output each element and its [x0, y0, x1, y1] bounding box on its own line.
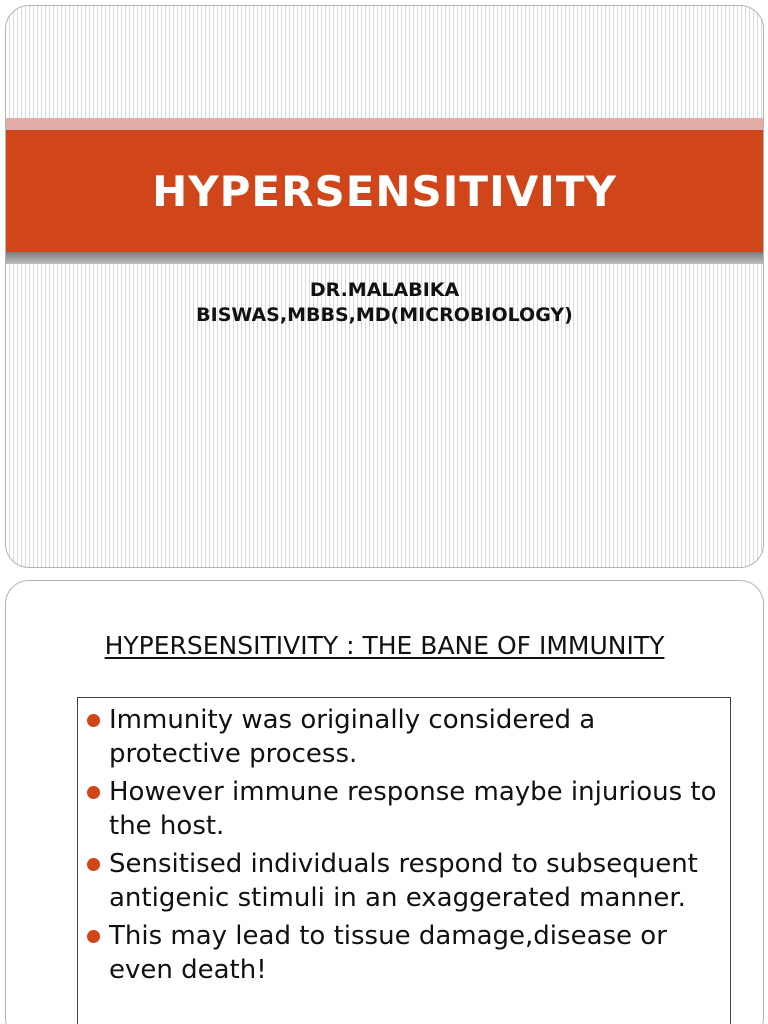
bullet-text: However immune response maybe injurious to the host. [109, 777, 717, 841]
slide-heading: HYPERSENSITIVITY : THE BANE OF IMMUNITY [104, 631, 665, 660]
title-band [6, 130, 763, 252]
author-name: DR.MALABIKA [309, 279, 460, 301]
bullet-text: This may lead to tissue damage,disease or even death! [109, 921, 667, 985]
title-band-top-stripe [6, 118, 763, 130]
bullet-list [78, 698, 730, 987]
bullet-item [109, 776, 724, 843]
bullet-dot-icon [87, 714, 100, 727]
content-slide [5, 580, 764, 1024]
bullet-dot-icon [87, 930, 100, 943]
author-credentials: BISWAS,MBBS,MD(MICROBIOLOGY) [196, 304, 573, 326]
slide-title: HYPERSENSITIVITY [152, 166, 617, 216]
bullet-text: Immunity was originally considered a protective process. [109, 705, 596, 769]
bullet-dot-icon [87, 786, 100, 799]
bullet-item [109, 920, 724, 987]
title-band-shadow [6, 252, 763, 264]
bullet-item [109, 704, 724, 771]
author-subtitle [6, 278, 763, 328]
bullet-dot-icon [87, 858, 100, 871]
bullet-item [109, 848, 724, 915]
bullet-text: Sensitised individuals respond to subsequent antigenic stimuli in an exaggerated manner. [109, 849, 698, 913]
title-slide [5, 5, 764, 568]
bullet-box [77, 697, 731, 1024]
